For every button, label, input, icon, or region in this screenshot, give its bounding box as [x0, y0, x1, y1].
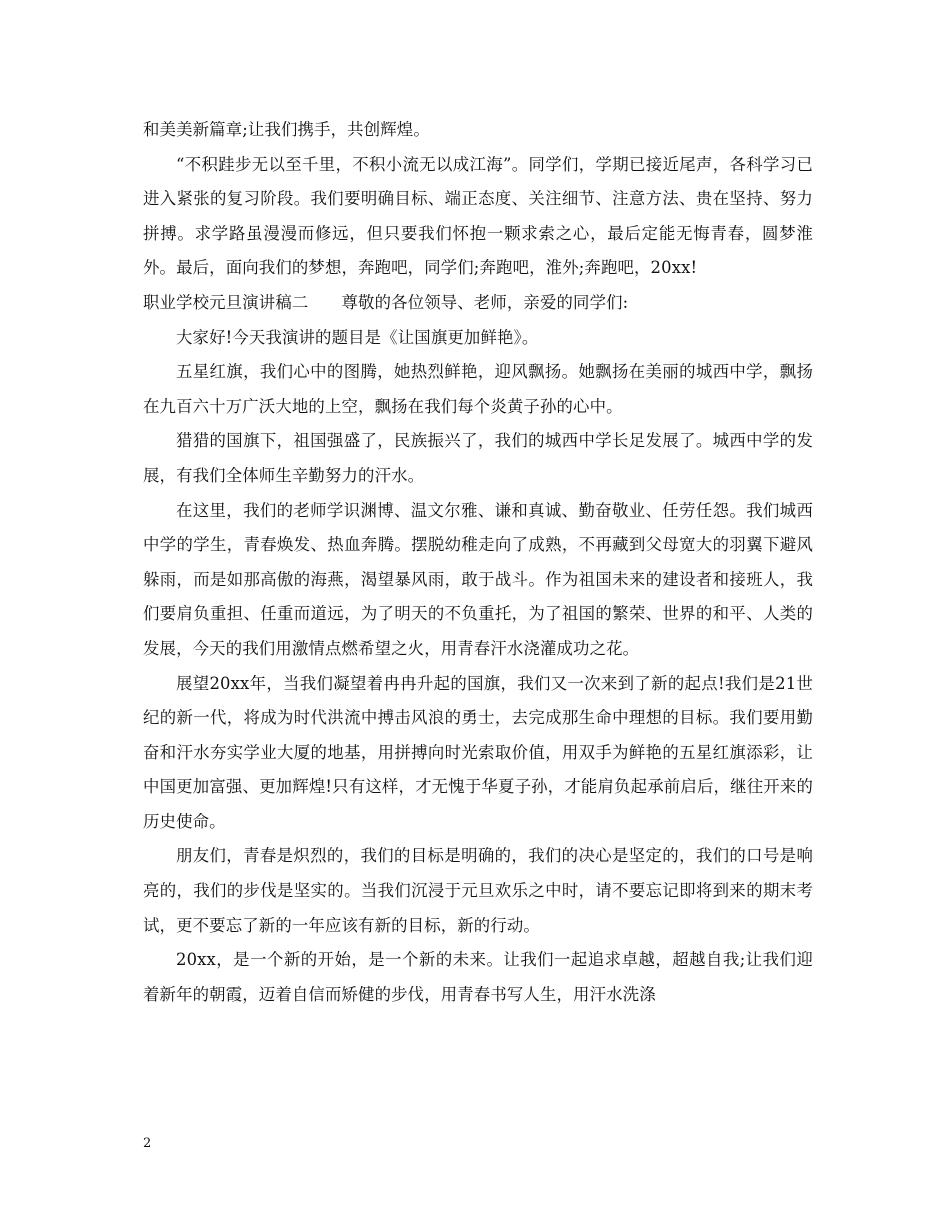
paragraph: 大家好!今天我演讲的题目是《让国旗更加鲜艳》。 — [176, 327, 539, 347]
page-number: 2 — [143, 1136, 152, 1151]
paragraph: 朋友们，青春是炽烈的，我们的目标是明确的，我们的决心是坚定的，我们的口号是响亮的，我们的步伐是坚实的。当我们沉浸于元旦欢乐之中时，请不要忘记即将到来的期末考试，更不要忘了新的一年应该有新的目标，新的行动。 — [143, 846, 813, 935]
paragraph: “不积跬步无以至千里，不积小流无以成江海”。同学们，学期已接近尾声，各科学习已进入紧张的复习阶段。我们要明确目标、端正态度、关注细节、注意方法、贵在坚持、努力拼搏。求学路虽漫漫而修远，但只要我们怀抱一颗求索之心，最后定能无悔青春，圆梦淮外。最后，面向我们的梦想，奔跑吧，同学们;奔跑吧，淮外;奔跑吧，20xx! — [143, 154, 813, 278]
document-body — [143, 113, 813, 1012]
paragraph: 展望20xx年，当我们凝望着冉冉升起的国旗，我们又一次来到了新的起点!我们是21世纪的新一代，将成为时代洪流中搏击风浪的勇士，去完成那生命中理想的目标。我们要用勤奋和汗水夯实学业大厦的地基，用拼搏向时光索取价值，用双手为鲜艳的五星红旗添彩，让中国更加富强、更加辉煌!只有这样，才无愧于华夏子孙，才能肩负起承前启后，继往开来的历史使命。 — [143, 673, 813, 831]
paragraph: 五星红旗，我们心中的图腾，她热烈鲜艳，迎风飘扬。她飘扬在美丽的城西中学，飘扬在九百六十万广沃大地的上空，飘扬在我们每个炎黄子孙的心中。 — [143, 362, 813, 416]
paragraph: 猎猎的国旗下，祖国强盛了，民族振兴了，我们的城西中学长足发展了。城西中学的发展，有我们全体师生辛勤努力的汗水。 — [143, 431, 813, 485]
section-title: 职业学校元旦演讲稿二 尊敬的各位领导、老师，亲爱的同学们: — [143, 292, 629, 312]
paragraph: 在这里，我们的老师学识渊博、温文尔雅、谦和真诚、勤奋敬业、任劳任怨。我们城西中学的学生，青春焕发、热血奔腾。摆脱幼稚走向了成熟，不再藏到父母宽大的羽翼下避风躲雨，而是如那高傲的海燕，渴望暴风雨，敢于战斗。作为祖国未来的建设者和接班人，我们要肩负重担、任重而道远，为了明天的不负重托，为了祖国的繁荣、世界的和平、人类的发展，今天的我们用激情点燃希望之火，用青春汗水浇灌成功之花。 — [143, 500, 813, 658]
paragraph: 20xx，是一个新的开始，是一个新的未来。让我们一起追求卓越，超越自我;让我们迎着新年的朝霞，迈着自信而矫健的步伐，用青春书写人生，用汗水洗涤 — [143, 950, 813, 1004]
paragraph: 和美美新篇章;让我们携手，共创辉煌。 — [143, 120, 430, 139]
